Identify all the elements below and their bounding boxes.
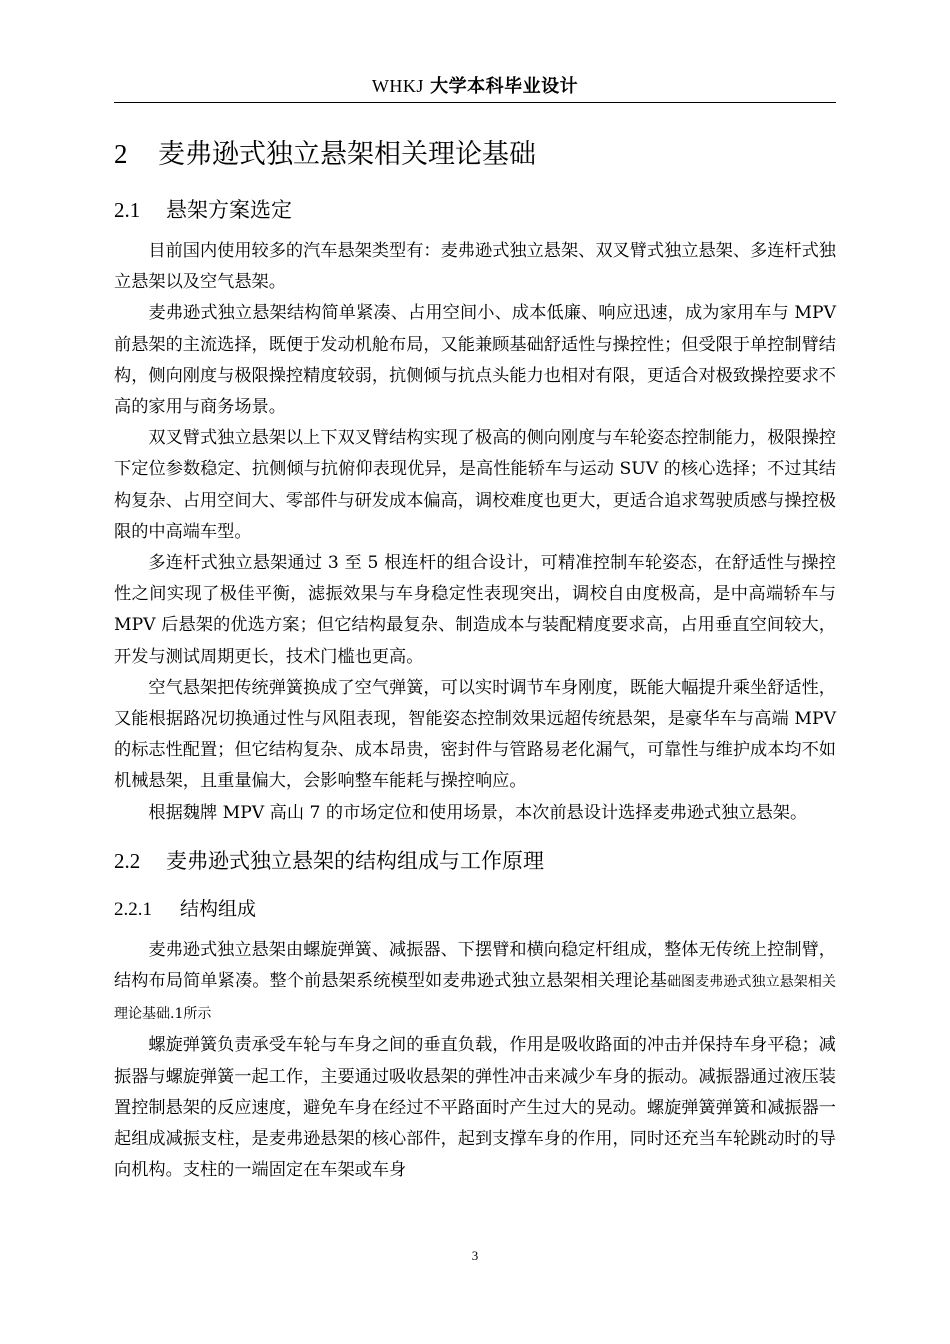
chapter-heading [114,130,836,178]
section-title: 麦弗逊式独立悬架的结构组成与工作原理 [166,848,544,873]
header-institution: WHKJ [371,76,424,96]
section-title: 悬架方案选定 [166,198,292,222]
page-number: 3 [471,1248,479,1263]
page-header [0,72,950,98]
chapter-number: 2 [114,139,128,169]
header-rule [114,102,836,103]
paragraph: 螺旋弹簧负责承受车轮与车身之间的垂直负载，作用是吸收路面的冲击并保持车身平稳；减振器与螺旋弹簧一起工作，主要通过吸收悬架的弹性冲击来减少车身的振动。减振器通过液压装置控制悬架的反应速度，避免车身在经过不平路面时产生过大的晃动。螺旋弹簧弹簧和减振器一起组成减振支柱，是麦弗逊悬架的核心部件，起到支撑车身的作用，同时还充当车轮跳动时的导向机构。支柱的一端固定在车架或车身 [114,1035,836,1181]
subsection-heading-2-2-1 [114,889,836,929]
header-title: 大学本科毕业设计 [430,76,579,97]
section-number: 2.1 [114,198,141,222]
section-number: 2.2 [114,848,141,873]
paragraph [114,935,836,1031]
paragraph: 空气悬架把传统弹簧换成了空气弹簧，可以实时调节车身刚度，既能大幅提升乘坐舒适性，又能根据路况切换通过性与风阻表现，智能姿态控制效果远超传统悬架，是豪华车与高端 MPV 的标志性配置；但它结构复杂、成本昂贵，密封件与管路易老化漏气，可靠性与维护成本均不如机械悬架，且重量偏大，会影响整车能耗与操控响应。 [114,677,836,792]
chapter-title: 麦弗逊式独立悬架相关理论基础 [158,139,536,170]
section-heading-2-2 [114,841,836,881]
section-heading-2-1 [114,190,836,230]
paragraph: 根据魏牌 MPV 高山 7 的市场定位和使用场景，本次前悬设计选择麦弗逊式独立悬架。 [148,802,808,823]
subsection-number: 2.2.1 [114,898,152,920]
subsection-title: 结构组成 [180,897,257,920]
paragraph: 多连杆式独立悬架通过 3 至 5 根连杆的组合设计，可精准控制车轮姿态，在舒适性与操控性之间实现了极佳平衡，滤振效果与车身稳定性表现突出，调校自由度极高，是中高端轿车与 MPV 后悬架的优选方案；但它结构最复杂、制造成本与装配精度要求高，占用垂直空间较大，开发与测试周期更长，技术门槛也更高。 [114,553,836,667]
paragraph: 双叉臂式独立悬架以上下双叉臂结构实现了极高的侧向刚度与车轮姿态控制能力，极限操控下定位参数稳定、抗侧倾与抗俯仰表现优异，是高性能轿车与运动 SUV 的核心选择；不过其结构复杂、占用空间大、零部件与研发成本偏高，调校难度也更大，更适合追求驾驶质感与操控极限的中高端车型。 [114,428,836,542]
figure-reference: 础图麦弗逊式独立悬架相关理论基础.1所示 [114,974,836,1023]
paragraph: 目前国内使用较多的汽车悬架类型有：麦弗逊式独立悬架、双叉臂式独立悬架、多连杆式独立悬架以及空气悬架。 [114,241,836,293]
paragraph-text: 麦弗逊式独立悬架由螺旋弹簧、减振器、下摆臂和横向稳定杆组成，整体无传统上控制臂，结构布局简单紧凑。整个前悬架系统模型如麦弗逊式独立悬架相关理论基 [114,939,836,992]
paragraph: 麦弗逊式独立悬架结构简单紧凑、占用空间小、成本低廉、响应迅速，成为家用车与 MPV 前悬架的主流选择，既便于发动机舱布局，又能兼顾基础舒适性与操控性；但受限于单控制臂结构，侧向刚度与极限操控精度较弱，抗侧倾与抗点头能力也相对有限，更适合对极致操控要求不高的家用与商务场景。 [114,303,836,418]
page-body [114,130,836,1186]
